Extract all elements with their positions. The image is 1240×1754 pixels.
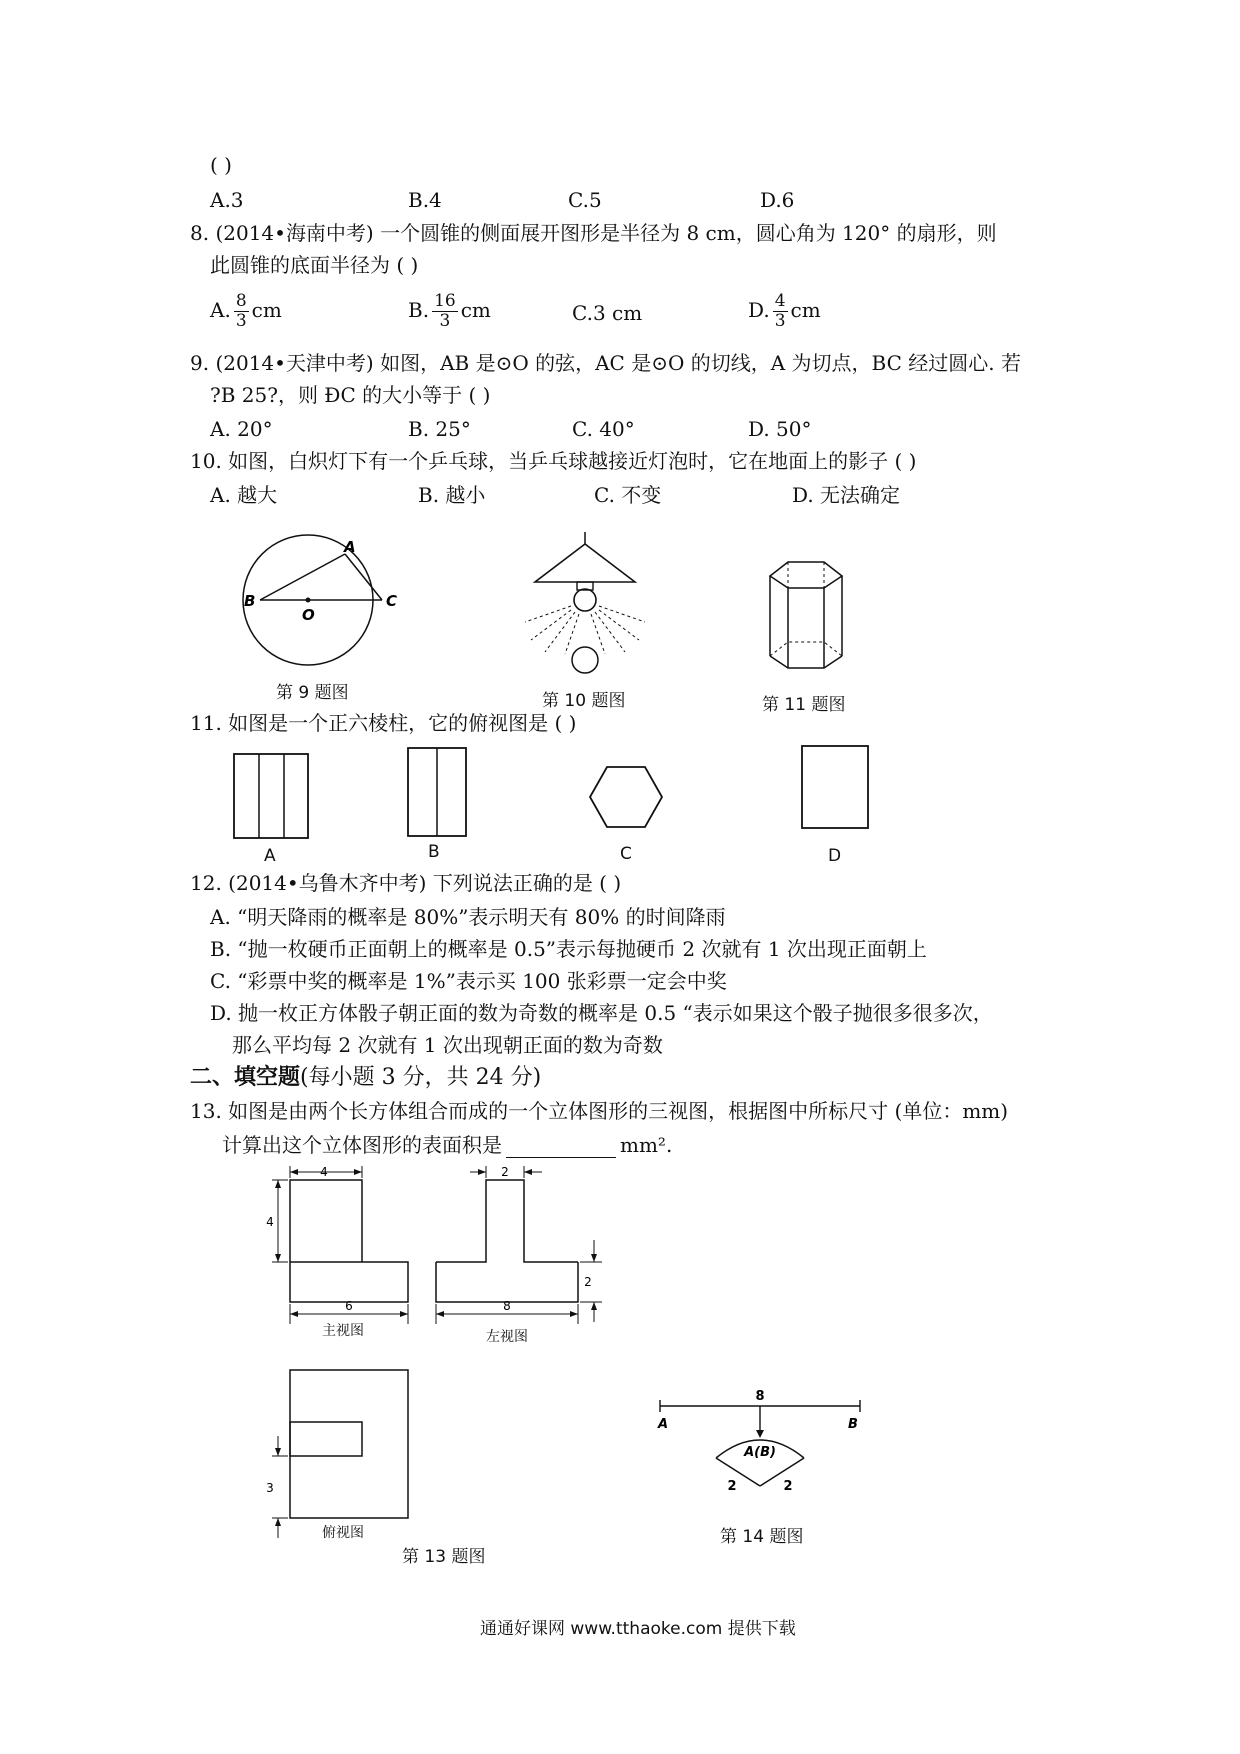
fig14-label-b: B (848, 1417, 858, 1432)
fig13-dim-front-side: 4 (266, 1215, 274, 1229)
fig14-label-a: A (658, 1417, 669, 1432)
q12-option-d-line1: D. 抛一枚正方体骰子朝正面的数为奇数的概率是 0.5 “表示如果这个骰子抛很多很多次， (210, 1001, 993, 1025)
fig10-diagram (505, 532, 665, 682)
fig13-left-view (430, 1162, 620, 1352)
q12-option-c: C. “彩票中奖的概率是 1%”表示买 100 张彩票一定会中奖 (210, 969, 727, 993)
fig13-dim-left-top: 2 (501, 1165, 509, 1179)
fig13-dim-left-side: 2 (584, 1275, 592, 1289)
fig13-left-caption: 左视图 (486, 1329, 528, 1345)
section2-note: (每小题 3 分，共 24 分) (300, 1065, 542, 1090)
q11-label-a: A (264, 846, 276, 866)
fig13-dim-top-side: 3 (266, 1481, 274, 1495)
q7-option-d: D.6 (760, 188, 795, 212)
q8-line2: 此圆锥的底面半径为 ( ) (210, 253, 419, 277)
q11-line1: 11. 如图是一个正六棱柱，它的俯视图是 ( ) (190, 711, 577, 735)
q11-option-d-figure (800, 744, 872, 832)
q11-label-c: C (620, 844, 632, 864)
fig13-top-caption: 俯视图 (322, 1525, 364, 1541)
lamp-shade (535, 544, 635, 582)
q11-option-c-figure (588, 764, 664, 830)
fig11-caption: 第 11 题图 (762, 695, 846, 715)
q7-paren: ( ) (210, 153, 232, 177)
q11-label-d: D (828, 846, 842, 866)
q9-line2: ?B 25?，则 ÐC 的大小等于 ( ) (210, 383, 491, 407)
q10-option-b: B. 越小 (418, 483, 486, 507)
fig13-caption: 第 13 题图 (402, 1547, 486, 1567)
fig13-dim-left-bottom: 8 (503, 1299, 511, 1313)
fig10-caption: 第 10 题图 (542, 691, 626, 711)
q10-option-c: C. 不变 (594, 483, 662, 507)
fig9-caption: 第 9 题图 (276, 683, 349, 703)
q7-option-a: A.3 (210, 188, 244, 212)
footer-text: 通通好课网 www.tthaoke.com 提供下载 (480, 1619, 796, 1639)
q9-line1: 9. (2014•天津中考) 如图，AB 是⊙O 的弦，AC 是⊙O 的切线，A 为切点，BC 经过圆心. 若 (190, 351, 1021, 375)
fig9-center-dot (306, 598, 311, 603)
fig9-label-a: A (344, 538, 356, 556)
fig9-label-b: B (244, 592, 256, 610)
prism-top-face (770, 562, 842, 588)
q9-option-d: D. 50° (748, 417, 812, 441)
lamp-bulb (574, 589, 596, 611)
section2-title: 二、填空题 (190, 1065, 301, 1090)
fig14-side-left: 2 (727, 1479, 737, 1494)
q12-option-d-line2: 那么平均每 2 次就有 1 次出现朝正面的数为奇数 (232, 1033, 663, 1057)
section2-heading (190, 1064, 541, 1092)
fig14-diagram (652, 1386, 872, 1526)
fig9-label-c: C (386, 592, 398, 610)
fig14-center-label: A(B) (744, 1445, 776, 1460)
fig14-caption: 第 14 题图 (720, 1527, 804, 1547)
q10-option-d: D. 无法确定 (792, 483, 901, 507)
fig9-chord-ab (260, 554, 345, 600)
fig13-dim-front-top: 4 (320, 1165, 328, 1179)
q8-option-a: A. $\frac{8}{3}$ cm (210, 291, 282, 331)
fig9-label-o: O (302, 606, 315, 624)
q13-line2: 计算出这个立体图形的表面积是 mm². (222, 1133, 673, 1157)
q12-option-a: A. “明天降雨的概率是 80%”表示明天有 80% 的时间降雨 (210, 905, 726, 929)
q8-option-b: B. $\frac{16}{3}$ cm (408, 291, 491, 331)
q10-option-a: A. 越大 (210, 483, 278, 507)
fig11-diagram (758, 558, 858, 678)
q12-option-b: B. “抛一枚硬币正面朝上的概率是 0.5”表示每抛硬币 2 次就有 1 次出现正面朝上 (210, 937, 927, 961)
q12-line1: 12. (2014•乌鲁木齐中考) 下列说法正确的是 ( ) (190, 871, 622, 895)
q8-line1: 8. (2014•海南中考) 一个圆锥的侧面展开图形是半径为 8 cm，圆心角为 120° 的扇形，则 (190, 221, 997, 245)
q7-option-b: B.4 (408, 188, 442, 212)
fig9-tangent-ac (345, 554, 382, 600)
fig13-front-caption: 主视图 (322, 1323, 364, 1339)
fig14-side-right: 2 (783, 1479, 793, 1494)
q9-option-b: B. 25° (408, 417, 471, 441)
fig13-dim-front-bottom: 6 (345, 1299, 353, 1313)
q9-option-c: C. 40° (572, 417, 635, 441)
q11-option-a-figure (232, 752, 312, 842)
q8-option-c: C.3 cm (572, 301, 643, 325)
q7-option-c: C.5 (568, 188, 602, 212)
q11-label-b: B (428, 842, 440, 862)
fig14-top-label: 8 (755, 1389, 765, 1404)
q13-line1: 13. 如图是由两个长方体组合而成的一个立体图形的三视图，根据图中所标尺寸 (单位：mm) (190, 1099, 1009, 1123)
q9-option-a: A. 20° (210, 417, 273, 441)
q10-line1: 10. 如图，白炽灯下有一个乒乓球，当乒乓球越接近灯泡时，它在地面上的影子 ( ) (190, 449, 917, 473)
fig13-top-view (262, 1366, 422, 1546)
fig9-diagram (240, 530, 420, 670)
q8-option-d: D. $\frac{4}{3}$ cm (748, 291, 821, 331)
q13-answer-blank (506, 1137, 616, 1158)
q11-option-b-figure (406, 746, 470, 840)
ping-pong-ball (572, 647, 598, 673)
